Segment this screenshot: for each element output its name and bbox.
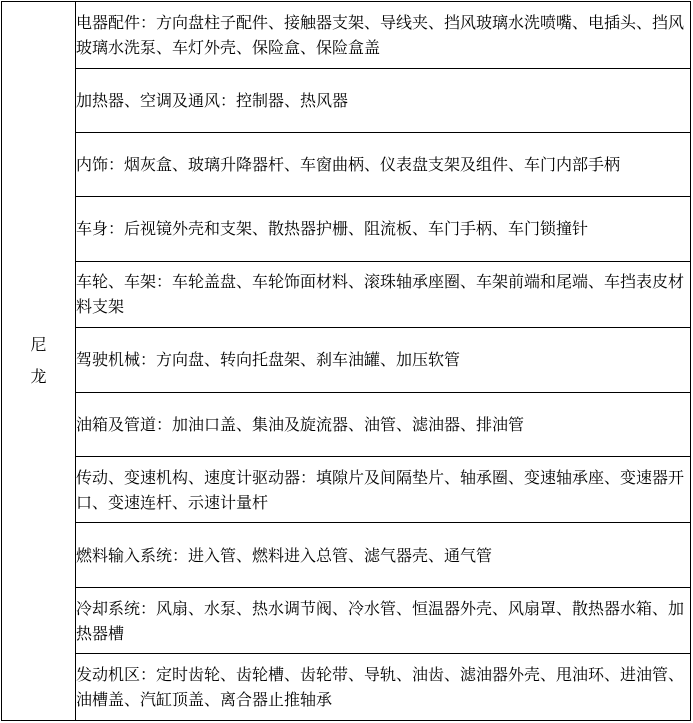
table-row bbox=[2, 2, 691, 69]
parts-cell-fuel-tank: 油箱及管道：加油口盖、集油及旋流器、油管、滤油器、排油管 bbox=[76, 392, 691, 456]
parts-cell-cooling: 冷却系统：风扇、水泵、热水调节阀、冷水管、恒温器外壳、风扇罩、散热器水箱、加热器槽 bbox=[76, 587, 691, 654]
table-row bbox=[2, 328, 691, 392]
parts-cell-electrical: 电器配件：方向盘柱子配件、接触器支架、导线夹、挡风玻璃水洗喷嘴、电插头、挡风玻璃水洗泵、车灯外壳、保险盒、保险盒盖 bbox=[76, 2, 691, 69]
table-row bbox=[2, 587, 691, 654]
table-row bbox=[2, 392, 691, 456]
material-label bbox=[30, 329, 46, 393]
material-cell bbox=[2, 2, 76, 721]
parts-cell-heating-ventilation: 加热器、空调及通风：控制器、热风器 bbox=[76, 68, 691, 132]
parts-cell-steering: 驾驶机械：方向盘、转向托盘架、刹车油罐、加压软管 bbox=[76, 328, 691, 392]
table-row bbox=[2, 523, 691, 587]
table-row bbox=[2, 261, 691, 328]
table-row bbox=[2, 132, 691, 196]
parts-cell-wheels-frame: 车轮、车架：车轮盖盘、车轮饰面材料、滚珠轴承座圈、车架前端和尾端、车挡表皮材料支架 bbox=[76, 261, 691, 328]
table-row bbox=[2, 197, 691, 261]
parts-cell-fuel-intake: 燃料输入系统：进入管、燃料进入总管、滤气器壳、通气管 bbox=[76, 523, 691, 587]
table-row bbox=[2, 68, 691, 132]
nylon-parts-table bbox=[1, 1, 691, 721]
parts-cell-interior: 内饰：烟灰盒、玻璃升降器杆、车窗曲柄、仪表盘支架及组件、车门内部手柄 bbox=[76, 132, 691, 196]
table-row bbox=[2, 654, 691, 721]
table-row bbox=[2, 456, 691, 523]
material-label-char: 龙 bbox=[30, 367, 47, 386]
material-label-char: 尼 bbox=[30, 335, 47, 354]
parts-cell-transmission: 传动、变速机构、速度计驱动器：填隙片及间隔垫片、轴承圈、变速轴承座、变速器开口、变速连杆、示速计量杆 bbox=[76, 456, 691, 523]
parts-cell-engine: 发动机区：定时齿轮、齿轮槽、齿轮带、导轨、油齿、滤油器外壳、甩油环、进油管、油槽盖、汽缸顶盖、离合器止推轴承 bbox=[76, 654, 691, 721]
parts-cell-body: 车身：后视镜外壳和支架、散热器护栅、阻流板、车门手柄、车门锁撞针 bbox=[76, 197, 691, 261]
